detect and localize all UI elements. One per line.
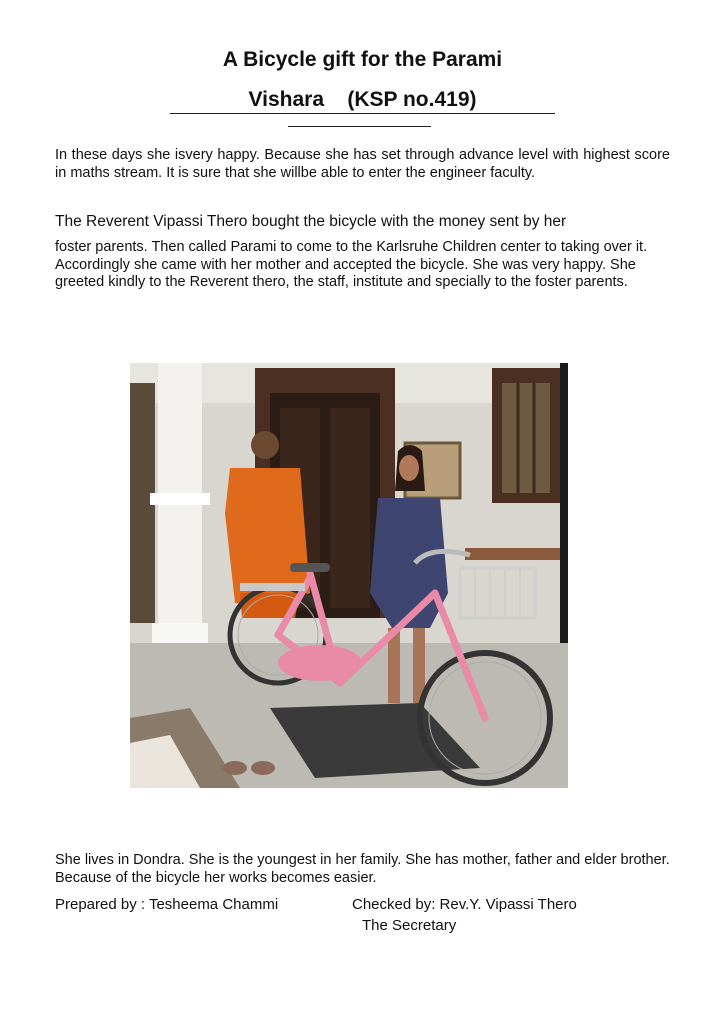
document-title-line1: A Bicycle gift for the Parami (222, 48, 503, 71)
checked-by: Checked by: Rev.Y. Vipassi Thero (352, 896, 577, 913)
paragraph-bicycle-first-line: The Reverent Vipassi Thero bought the bicycle with the money sent by her (55, 213, 567, 230)
paragraph-bicycle: foster parents. Then called Parami to come to the Karlsruhe Children center to taking over it. Accordingly she came with her mother and accepted the bicycle. She was very happy. She greeted kindly to the Reverent thero, the staff, institute and specially to the foster parents. (55, 239, 648, 290)
document-title-line2: Vishara (KSP no.419) (248, 88, 477, 111)
paragraph-family: She lives in Dondra. She is the youngest in her family. She has mother, father and elder brother. Because of the bicycle her works becomes easier. (55, 852, 670, 886)
title-underline (170, 113, 555, 114)
checked-by-role: The Secretary (362, 917, 457, 934)
title-separator (288, 126, 431, 127)
photo-bicycle-handover (130, 363, 568, 788)
prepared-by: Prepared by : Tesheema Chammi (55, 896, 279, 913)
paragraph-intro: In these days she isvery happy. Because she has set through advance level with highest score in maths stream. It is sure that she willbe able to enter the engineer faculty. (55, 147, 670, 181)
